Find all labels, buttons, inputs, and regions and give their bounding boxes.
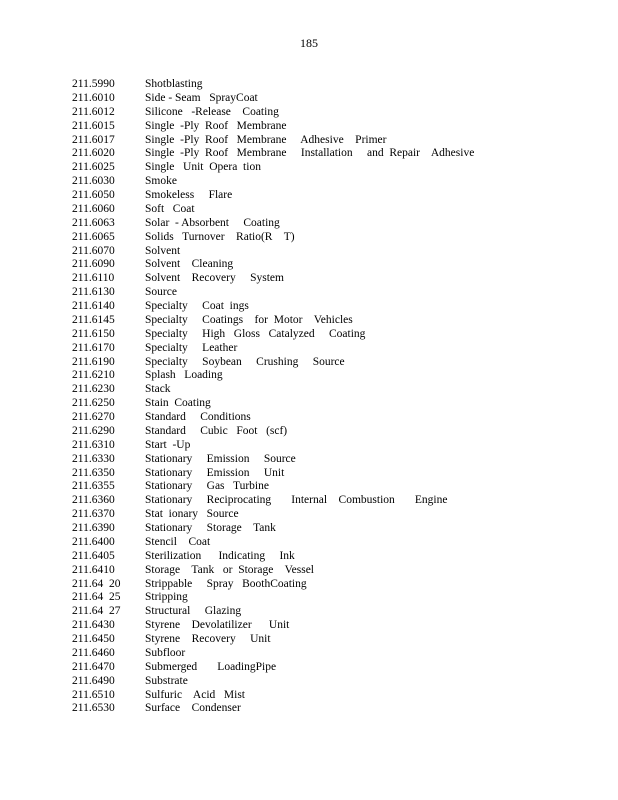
list-item	[72, 356, 572, 370]
section-number: 211.6270	[72, 411, 115, 423]
defined-term: Structural Glazing	[145, 605, 242, 618]
defined-term: Stationary Storage Tank	[145, 522, 276, 534]
list-item	[72, 231, 572, 245]
section-number: 211.6530	[72, 702, 115, 715]
defined-term: Specialty Coatings for Motor Vehicles	[145, 313, 353, 326]
list-item	[72, 494, 572, 508]
list-item	[72, 564, 572, 578]
list-item	[72, 411, 572, 425]
list-item	[72, 467, 572, 481]
section-number: 211.6025	[72, 161, 115, 174]
section-number: 211.6070	[72, 244, 115, 257]
list-item	[72, 369, 572, 383]
defined-term: Solvent Recovery System	[145, 272, 284, 285]
section-number: 211.6110	[72, 272, 115, 285]
defined-term: Submerged LoadingPipe	[145, 660, 277, 673]
list-item	[72, 591, 572, 605]
list-item	[72, 702, 572, 716]
defined-term: Storage Tank or Storage Vessel	[145, 563, 315, 576]
list-item	[72, 161, 572, 175]
section-number: 211.6140	[72, 300, 115, 312]
defined-term: Splash Loading	[145, 369, 223, 382]
defined-term: Stationary Emission Unit	[145, 466, 285, 479]
list-item	[72, 522, 572, 536]
section-number: 211.6510	[72, 688, 115, 701]
defined-term: Silicone -Release Coating	[145, 105, 279, 118]
list-item	[72, 134, 572, 148]
list-item	[72, 286, 572, 300]
list-item	[72, 189, 572, 203]
section-number: 211.6430	[72, 619, 115, 632]
defined-term: Subfloor	[145, 646, 186, 659]
defined-term: Specialty Soybean Crushing Source	[145, 355, 345, 368]
defined-term: Solvent	[145, 244, 181, 257]
defined-term: Side - Seam SprayCoat	[145, 91, 258, 104]
list-item	[72, 619, 572, 633]
defined-term: Solids Turnover Ratio(R T)	[145, 230, 295, 243]
section-number: 211.6360	[72, 494, 115, 507]
defined-term: Sulfuric Acid Mist	[145, 688, 245, 701]
defined-term: Styrene Devolatilizer Unit	[145, 619, 290, 632]
defined-term: Stripping	[145, 591, 188, 604]
list-item	[72, 217, 572, 231]
list-item	[72, 147, 572, 161]
list-item	[72, 689, 572, 703]
defined-term: Single -Ply Roof Membrane	[145, 119, 287, 132]
list-item	[72, 106, 572, 120]
defined-term: Strippable Spray BoothCoating	[145, 577, 307, 590]
section-number: 211.64 27	[72, 605, 121, 618]
definition-index-list	[72, 78, 572, 716]
list-item	[72, 258, 572, 272]
defined-term: Stationary Reciprocating Internal Combustion Engine	[145, 494, 448, 507]
section-number: 211.6250	[72, 397, 115, 410]
section-number: 211.6130	[72, 286, 115, 299]
section-number: 211.6012	[72, 105, 115, 118]
defined-term: Smokeless Flare	[145, 189, 233, 201]
section-number: 211.6065	[72, 230, 115, 243]
list-item	[72, 425, 572, 439]
list-item	[72, 203, 572, 217]
section-number: 211.6470	[72, 660, 115, 673]
defined-term: Stationary Gas Turbine	[145, 480, 269, 493]
section-number: 211.6150	[72, 327, 115, 340]
defined-term: Specialty Leather	[145, 341, 238, 354]
section-number: 211.6030	[72, 175, 115, 188]
defined-term: Source	[145, 286, 177, 299]
list-item	[72, 245, 572, 259]
list-item	[72, 175, 572, 189]
defined-term: Stat ionary Source	[145, 508, 239, 521]
list-item	[72, 508, 572, 522]
section-number: 211.6015	[72, 119, 115, 132]
list-item	[72, 661, 572, 675]
defined-term: Specialty Coat ings	[145, 300, 249, 312]
list-item	[72, 536, 572, 550]
list-item	[72, 633, 572, 647]
defined-term: Stack	[145, 383, 171, 396]
section-number: 211.6290	[72, 424, 115, 437]
page-number: 185	[300, 36, 318, 50]
section-number: 211.6390	[72, 522, 115, 534]
list-item	[72, 78, 572, 92]
defined-term: Stain Coating	[145, 397, 211, 410]
list-item	[72, 272, 572, 286]
section-number: 211.5990	[72, 78, 115, 90]
defined-term: Specialty High Gloss Catalyzed Coating	[145, 327, 366, 340]
defined-term: Solvent Cleaning	[145, 258, 234, 271]
section-number: 211.64 25	[72, 591, 121, 604]
defined-term: Single -Ply Roof Membrane Installation and Repair Adhesive	[145, 147, 475, 160]
section-number: 211.6410	[72, 563, 115, 576]
section-number: 211.6017	[72, 133, 115, 146]
defined-term: Start -Up	[145, 438, 191, 451]
list-item	[72, 675, 572, 689]
defined-term: Smoke	[145, 175, 177, 188]
list-item	[72, 647, 572, 661]
defined-term: Sterilization Indicating Ink	[145, 549, 295, 562]
section-number: 211.6400	[72, 535, 115, 548]
defined-term: Standard Conditions	[145, 411, 251, 423]
defined-term: Single -Ply Roof Membrane Adhesive Primer	[145, 133, 387, 146]
list-item	[72, 120, 572, 134]
section-number: 211.6090	[72, 258, 115, 271]
list-item	[72, 397, 572, 411]
list-item	[72, 383, 572, 397]
section-number: 211.6350	[72, 466, 115, 479]
section-number: 211.6063	[72, 216, 115, 229]
defined-term: Stationary Emission Source	[145, 452, 296, 465]
section-number: 211.6370	[72, 508, 115, 521]
defined-term: Standard Cubic Foot (scf)	[145, 424, 288, 437]
section-number: 211.6010	[72, 91, 115, 104]
section-number: 211.6170	[72, 341, 115, 354]
section-number: 211.6450	[72, 633, 115, 645]
defined-term: Soft Coat	[145, 202, 195, 215]
list-item	[72, 300, 572, 314]
list-item	[72, 314, 572, 328]
section-number: 211.6050	[72, 189, 115, 201]
list-item	[72, 480, 572, 494]
list-item	[72, 439, 572, 453]
defined-term: Shotblasting	[145, 78, 203, 90]
defined-term: Solar - Absorbent Coating	[145, 216, 280, 229]
list-item	[72, 328, 572, 342]
section-number: 211.6210	[72, 369, 115, 382]
section-number: 211.6310	[72, 438, 115, 451]
section-number: 211.6355	[72, 480, 115, 493]
defined-term: Styrene Recovery Unit	[145, 633, 271, 645]
section-number: 211.6190	[72, 355, 115, 368]
list-item	[72, 342, 572, 356]
section-number: 211.6020	[72, 147, 115, 160]
defined-term: Surface Condenser	[145, 702, 241, 715]
section-number: 211.6230	[72, 383, 115, 396]
defined-term: Stencil Coat	[145, 535, 211, 548]
section-number: 211.6060	[72, 202, 115, 215]
list-item	[72, 578, 572, 592]
section-number: 211.6460	[72, 646, 115, 659]
list-item	[72, 453, 572, 467]
list-item	[72, 92, 572, 106]
section-number: 211.6145	[72, 313, 115, 326]
defined-term: Substrate	[145, 674, 188, 687]
defined-term: Single Unit Opera tion	[145, 161, 261, 174]
list-item	[72, 605, 572, 619]
section-number: 211.6330	[72, 452, 115, 465]
section-number: 211.6490	[72, 674, 115, 687]
list-item	[72, 550, 572, 564]
section-number: 211.64 20	[72, 577, 121, 590]
section-number: 211.6405	[72, 549, 115, 562]
